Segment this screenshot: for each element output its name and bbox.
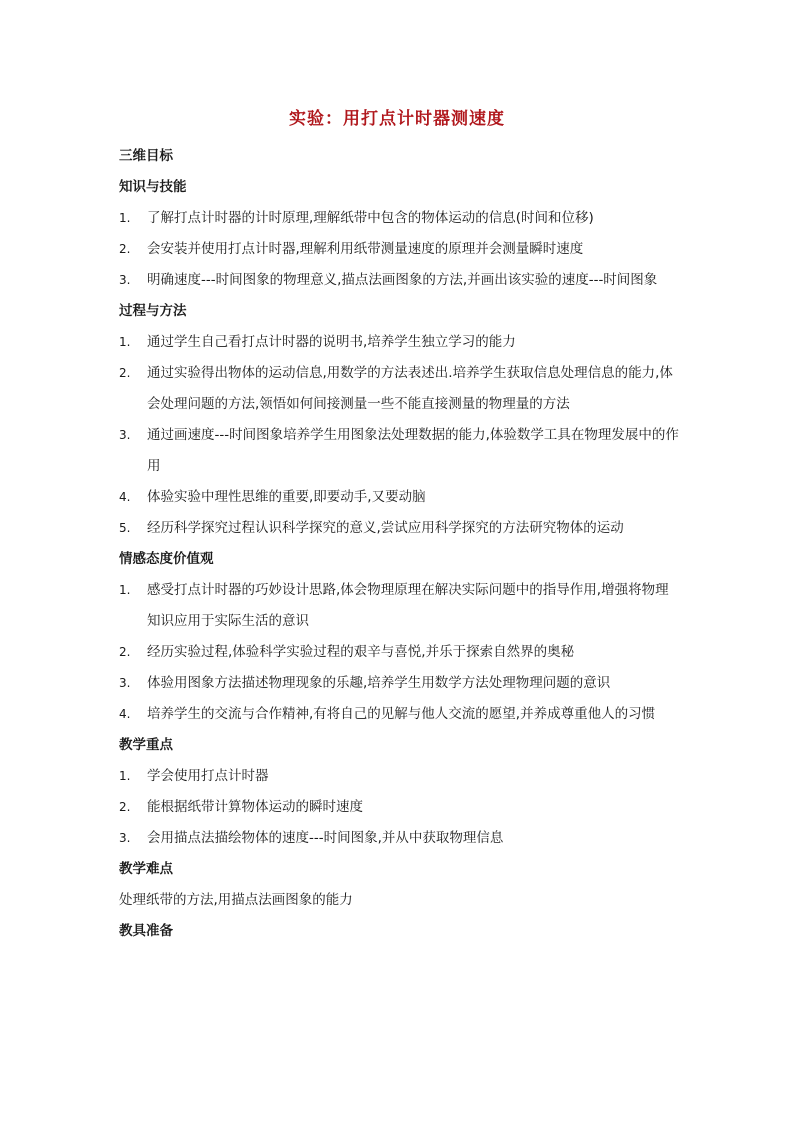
list-item [119,668,679,699]
item-number: 4. [119,490,131,504]
item-number: 3. [119,273,131,287]
item-text: 明确速度---时间图象的物理意义,描点法画图象的方法,并画出该实验的速度---时间图象 [147,272,658,288]
item-text: 培养学生的交流与合作精神,有将自己的见解与他人交流的愿望,并养成尊重他人的习惯 [147,706,656,722]
list-item [119,699,679,730]
item-number: 1. [119,769,131,783]
heading-difficulty: 教学难点 [119,861,173,877]
item-text: 了解打点计时器的计时原理,理解纸带中包含的物体运动的信息(时间和位移) [147,210,594,226]
list-item [119,265,679,296]
list-item [119,482,679,513]
item-number: 5. [119,521,131,535]
item-number: 3. [119,831,131,845]
list-item [119,513,679,544]
heading-keypoints: 教学重点 [119,737,173,753]
item-text: 学会使用打点计时器 [147,768,269,784]
item-number: 1. [119,335,131,349]
item-text: 感受打点计时器的巧妙设计思路,体会物理原理在解决实际问题中的指导作用,增强将物理知识应用于实际生活的意识 [147,582,669,629]
item-text: 通过实验得出物体的运动信息,用数学的方法表述出.培养学生获取信息处理信息的能力,体会处理问题的方法,领悟如何间接测量一些不能直接测量的物理量的方法 [147,365,673,412]
item-number: 2. [119,800,131,814]
item-text: 通过学生自己看打点计时器的说明书,培养学生独立学习的能力 [147,334,516,350]
list-item [119,823,679,854]
list-item [119,761,679,792]
document-body [119,141,679,947]
item-number: 3. [119,676,131,690]
item-number: 1. [119,583,131,597]
heading-attitude: 情感态度价值观 [119,551,214,567]
list-item [119,575,679,637]
list-item [119,203,679,234]
item-text: 体验用图象方法描述物理现象的乐趣,培养学生用数学方法处理物理问题的意识 [147,675,611,691]
item-text: 经历科学探究过程认识科学探究的意义,尝试应用科学探究的方法研究物体的运动 [147,520,624,536]
list-item [119,327,679,358]
list-item [119,420,679,482]
item-text: 会安装并使用打点计时器,理解利用纸带测量速度的原理并会测量瞬时速度 [147,241,584,257]
list-item [119,358,679,420]
item-text: 经历实验过程,体验科学实验过程的艰辛与喜悦,并乐于探索自然界的奥秘 [147,644,575,660]
difficulty-text: 处理纸带的方法,用描点法画图象的能力 [119,892,353,908]
item-number: 4. [119,707,131,721]
heading-tools: 教具准备 [119,923,173,939]
heading-goals: 三维目标 [119,148,173,164]
item-number: 2. [119,242,131,256]
item-text: 通过画速度---时间图象培养学生用图象法处理数据的能力,体验数学工具在物理发展中的作用 [147,427,679,474]
item-text: 能根据纸带计算物体运动的瞬时速度 [147,799,363,815]
item-number: 1. [119,211,131,225]
page-title: 实验：用打点计时器测速度 [289,109,505,129]
item-number: 3. [119,428,131,442]
item-number: 2. [119,366,131,380]
item-text: 体验实验中理性思维的重要,即要动手,又要动脑 [147,489,426,505]
list-item [119,234,679,265]
item-text: 会用描点法描绘物体的速度---时间图象,并从中获取物理信息 [147,830,504,846]
list-item [119,792,679,823]
heading-knowledge: 知识与技能 [119,179,187,195]
item-number: 2. [119,645,131,659]
list-item [119,637,679,668]
heading-process: 过程与方法 [119,303,187,319]
